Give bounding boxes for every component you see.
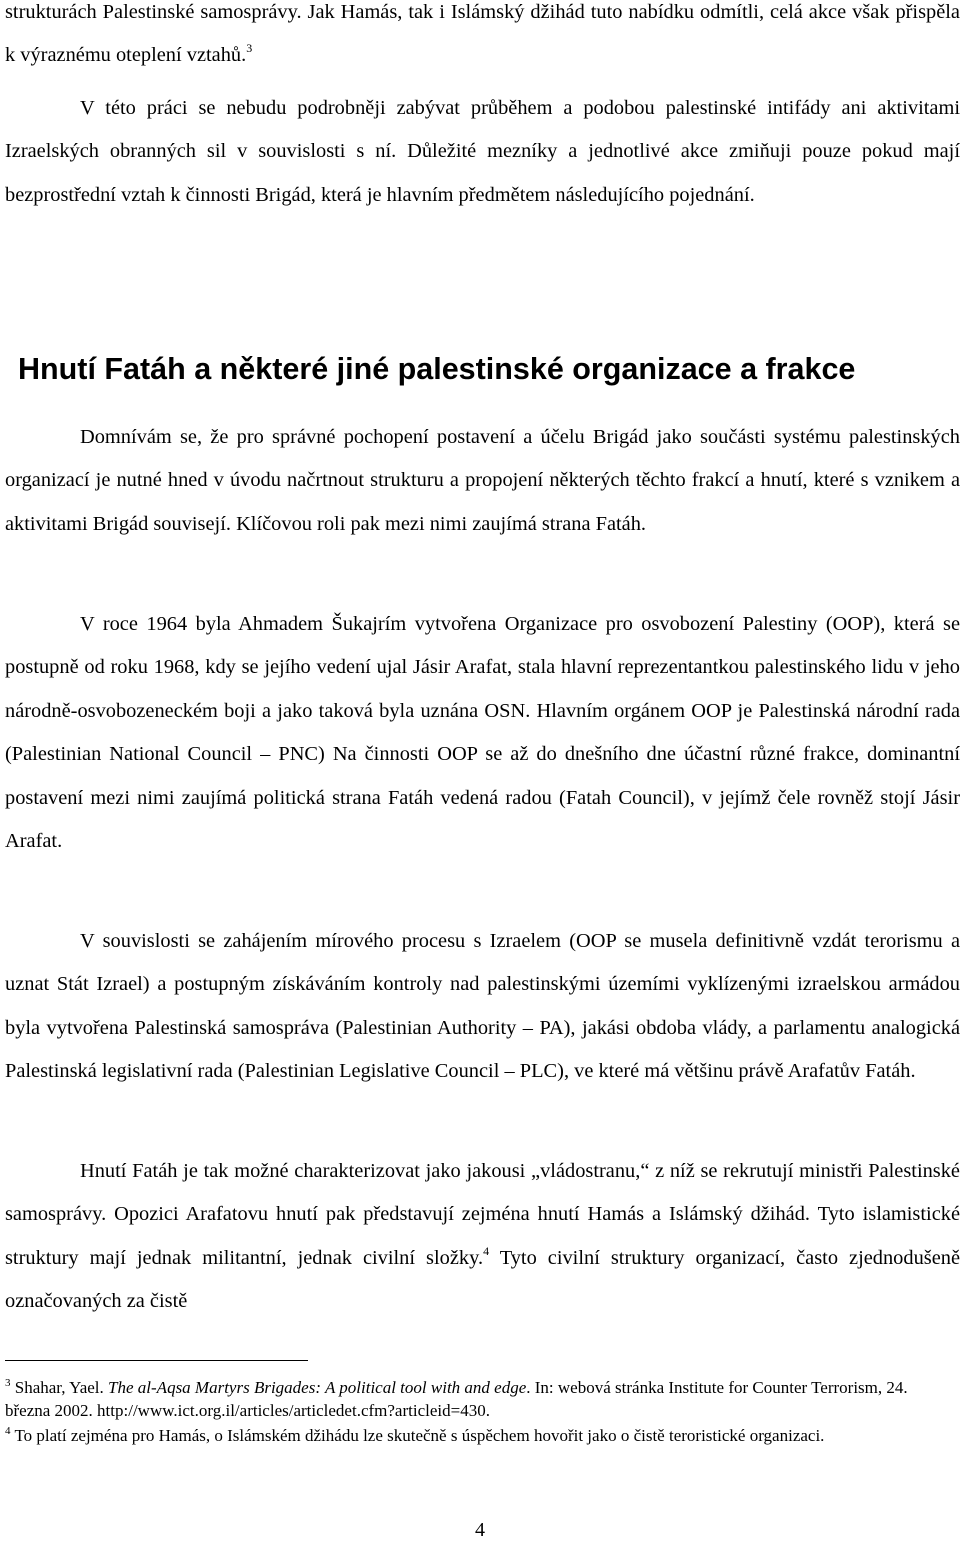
paragraph-fatah-intro: Domnívám se, že pro správné pochopení postavení a účelu Brigád jako součásti systému palestinských organizací je nutné hned v úvodu načrtnout strukturu a propojení některých těchto frakcí a hnutí, které s vznikem a aktivitami Brigád souvisejí. Klíčovou roli pak mezi nimi zaujímá strana Fatáh. bbox=[5, 426, 960, 535]
footnote-ref-4[interactable]: 4 bbox=[483, 1243, 490, 1258]
footnote-3 bbox=[5, 1377, 945, 1422]
footnote-4 bbox=[5, 1425, 945, 1448]
page-number: 4 bbox=[475, 1519, 485, 1541]
footnote-3-source: . In: webová stránka Institute for Counter Terrorism, 24. března 2002. http://www.ict.org.il/articles/articledet.cfm?articleid=430. bbox=[5, 1378, 908, 1420]
paragraph-vladostrana-continued: Tyto civilní struktury organizací, často zjednodušeně označovaných za čistě bbox=[5, 1246, 960, 1313]
paragraph-peace-process: V souvislosti se zahájením mírového procesu s Izraelem (OOP se musela definitivně vzdát terorismu a uznat Stát Izrael) a postupným získáváním kontroly nad palestinskými územími vyklízenými izraelskou armádou byla vytvořena Palestinská samospráva (Palestinian Authority – PA), jakási obdoba vlády, a parlamentu analogická Palestinská legislativní rada (Palestinian Legislative Council – PLC), ve které má většinu právě Arafatův Fatáh. bbox=[5, 930, 960, 1083]
paragraph-oop: V roce 1964 byla Ahmadem Šukajrím vytvořena Organizace pro osvobození Palestiny (OOP), která se postupně od roku 1968, kdy se jejího vedení ujal Jásir Arafat, stala hlavní reprezentantkou palestinského lidu v jeho národně-osvobozeneckém boji a jako taková byla uznána OSN. Hlavním orgánem OOP je Palestinská národní rada (Palestinian National Council – PNC) Na činnosti OOP se až do dnešního dne účastní různé frakce, dominantní postavení mezi nimi zaujímá politická strana Fatáh vedená radou (Fatah Council), v jejímž čele rovněž stojí Jásir Arafat. bbox=[5, 613, 960, 853]
paragraph-vladostrana-text: Hnutí Fatáh je tak možné charakterizovat jako jakousi „vládostranu,“ z níž se rekrutují ministři Palestinské samosprávy. Opozici Arafatovu hnutí pak představují zejména hnutí Hamás a Islámský džihád. Tyto islamistické struktury mají jednak militantní, jednak civilní složky. bbox=[5, 1160, 960, 1269]
paragraph-scope: V této práci se nebudu podrobněji zabývat průběhem a podobou palestinské intifády ani aktivitami Izraelských obranných sil v souvislosti s ní. Důležité mezníky a jednotlivé akce zmiňuji pouze pokud mají bezprostřední vztah k činnosti Brigád, která je hlavním předmětem následujícího pojednání. bbox=[5, 97, 960, 206]
footnote-separator bbox=[5, 1360, 308, 1361]
footnote-number-4: 4 bbox=[5, 1425, 11, 1437]
footnote-ref-3[interactable]: 3 bbox=[246, 41, 253, 56]
paragraph-intro-text: strukturách Palestinské samosprávy. Jak Hamás, tak i Islámský džihád tuto nabídku odmítli, celá akce však přispěla k výraznému oteplení vztahů. bbox=[5, 1, 960, 67]
section-heading: Hnutí Fatáh a některé jiné palestinské organizace a frakce bbox=[18, 352, 856, 386]
footnote-3-author: Shahar, Yael. bbox=[10, 1378, 109, 1397]
paragraph-vladostrana bbox=[5, 1150, 960, 1324]
paragraph-intro bbox=[5, 0, 960, 78]
footnote-3-title: The al-Aqsa Martyrs Brigades: A political tool with and edge bbox=[108, 1378, 527, 1397]
footnote-number-3: 3 bbox=[5, 1377, 11, 1389]
footnote-4-text: To platí zejména pro Hamás, o Islámském džihádu lze skutečně s úspěchem hovořit jako o čistě teroristické organizaci. bbox=[10, 1426, 825, 1445]
